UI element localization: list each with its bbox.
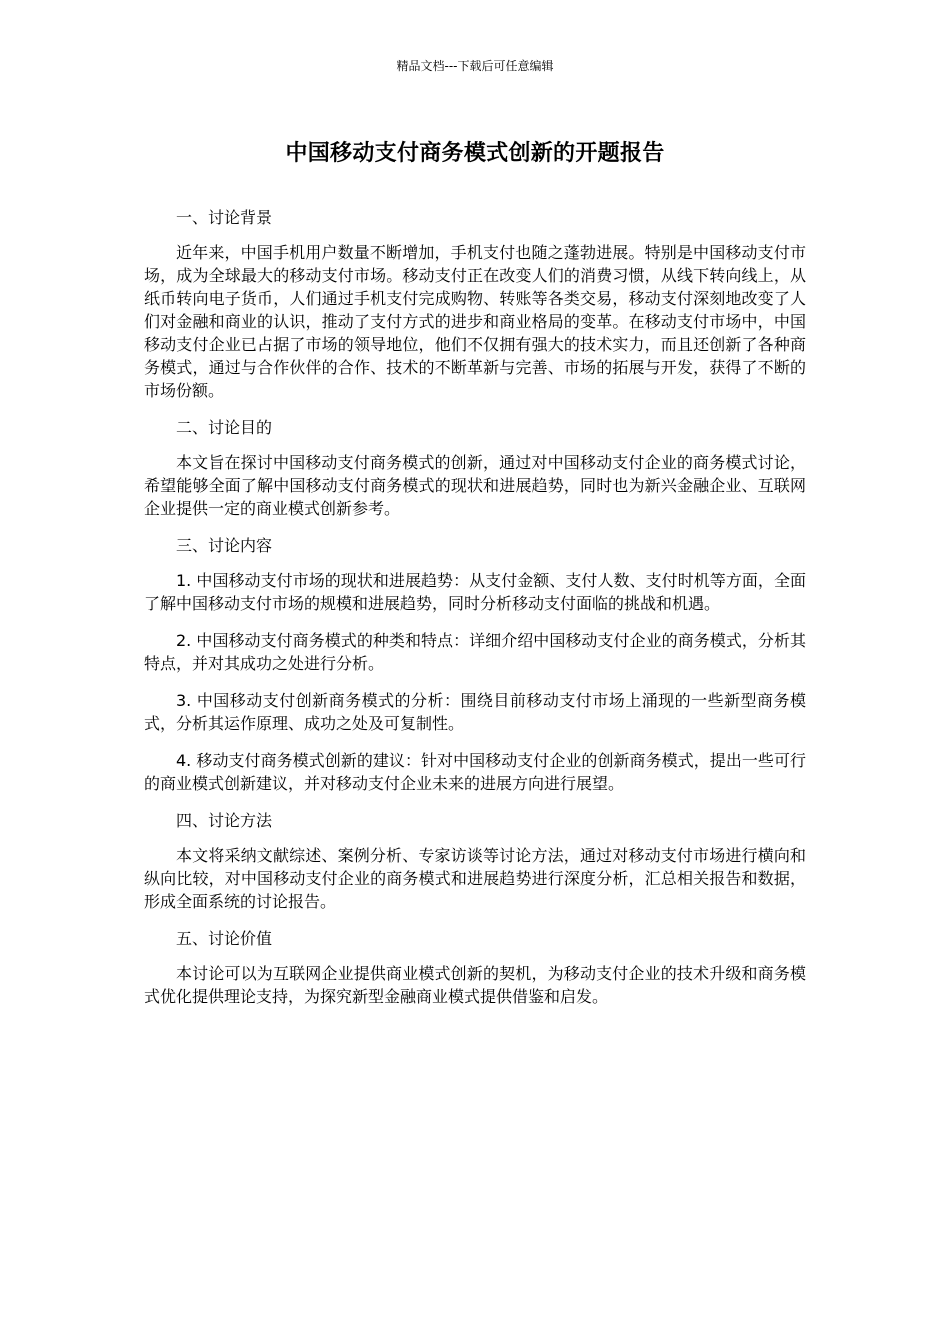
paragraph: 本文将采纳文献综述、案例分析、专家访谈等讨论方法，通过对移动支付市场进行横向和纵向比较，对中国移动支付企业的商务模式和进展趋势进行深度分析，汇总相关报告和数据，形成全面系统的讨论报告。 [144,846,806,911]
list-item: 1. 中国移动支付市场的现状和进展趋势：从支付金额、支付人数、支付时机等方面，全面了解中国移动支付市场的规模和进展趋势，同时分析移动支付面临的挑战和机遇。 [144,571,806,613]
list-item: 4. 移动支付商务模式创新的建议：针对中国移动支付企业的创新商务模式，提出一些可行的商业模式创新建议，并对移动支付企业未来的进展方向进行展望。 [144,751,806,793]
section-heading-content: 三、讨论内容 [176,536,273,555]
page-header: 精品文档---下载后可任意编辑 [396,59,554,73]
document-title: 中国移动支付商务模式创新的开题报告 [285,141,665,166]
section-heading-value: 五、讨论价值 [176,929,273,948]
paragraph: 本文旨在探讨中国移动支付商务模式的创新，通过对中国移动支付企业的商务模式讨论，希望能够全面了解中国移动支付商务模式的现状和进展趋势，同时也为新兴金融企业、互联网企业提供一定的商业模式创新参考。 [144,453,806,518]
list-item: 2. 中国移动支付商务模式的种类和特点：详细介绍中国移动支付企业的商务模式，分析其特点，并对其成功之处进行分析。 [144,631,806,673]
document-body [144,206,806,1022]
paragraph: 本讨论可以为互联网企业提供商业模式创新的契机，为移动支付企业的技术升级和商务模式优化提供理论支持，为探究新型金融商业模式提供借鉴和启发。 [144,964,806,1006]
section-heading-purpose: 二、讨论目的 [176,418,273,437]
list-item: 3. 中国移动支付创新商务模式的分析：围绕目前移动支付市场上涌现的一些新型商务模式，分析其运作原理、成功之处及可复制性。 [144,691,806,733]
section-heading-background: 一、讨论背景 [176,208,273,227]
paragraph: 近年来，中国手机用户数量不断增加，手机支付也随之蓬勃进展。特别是中国移动支付市场，成为全球最大的移动支付市场。移动支付正在改变人们的消费习惯，从线下转向线上，从纸币转向电子货币，人们通过手机支付完成购物、转账等各类交易，移动支付深刻地改变了人们对金融和商业的认识，推动了支付方式的进步和商业格局的变革。在移动支付市场中，中国移动支付企业已占据了市场的领导地位，他们不仅拥有强大的技术实力，而且还创新了各种商务模式，通过与合作伙伴的合作、技术的不断革新与完善、市场的拓展与开发，获得了不断的市场份额。 [144,243,806,400]
section-heading-method: 四、讨论方法 [176,811,273,830]
